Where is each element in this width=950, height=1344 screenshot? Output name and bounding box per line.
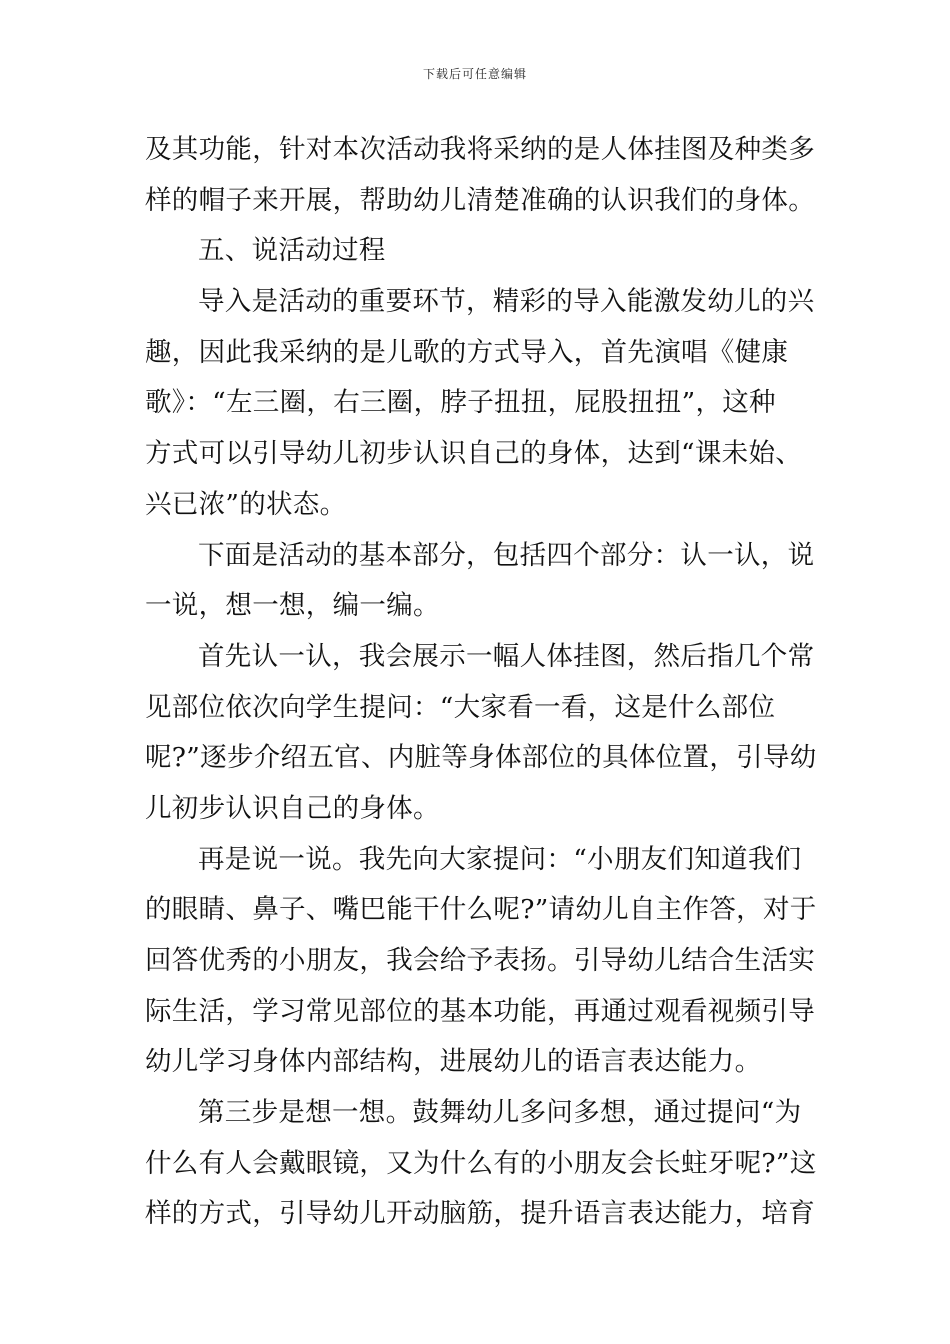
text-line: 幼儿学习身体内部结构，进展幼儿的语言表达能力。 [145, 1046, 762, 1078]
text-line: 再是说一说。我先向大家提问：“小朋友们知道我们 [198, 843, 802, 875]
paragraph-materials [145, 125, 815, 226]
section-heading: 五、说活动过程 [198, 235, 386, 267]
text-line: 回答优秀的小朋友，我会给予表扬。引导幼儿结合生活实 [145, 945, 815, 976]
text-line: 兴已浓”的状态。 [145, 488, 347, 520]
text-line: 的眼睛、鼻子、嘴巴能干什么呢?”请幼儿自主作答，对于 [145, 894, 817, 926]
text-line: 见部位依次向学生提问：“大家看一看，这是什么部位 [145, 691, 776, 723]
text-line: 儿初步认识自己的身体。 [145, 792, 440, 824]
paragraph-recognize [145, 632, 817, 835]
paragraph-introduction [145, 277, 815, 530]
text-line: 际生活，学习常见部位的基本功能，再通过观看视频引导 [145, 995, 815, 1027]
text-line: 首先认一认，我会展示一幅人体挂图，然后指几个常 [198, 640, 815, 672]
page-header: 下载后可任意编辑 [422, 67, 527, 81]
text-line: 及其功能，针对本次活动我将采纳的是人体挂图及种类多 [145, 134, 815, 165]
paragraph-basic-parts [145, 531, 815, 632]
text-line: 一说，想一想，编一编。 [145, 590, 440, 622]
text-line: 呢?”逐步介绍五官、内脏等身体部位的具体位置，引导幼 [145, 742, 817, 774]
paragraph-think [145, 1088, 817, 1240]
text-line: 什么有人会戴眼镜，又为什么有的小朋友会长蛀牙呢?”这 [145, 1147, 817, 1179]
paragraph-speak [145, 835, 817, 1088]
document-body [145, 125, 817, 1240]
text-line: 样的帽子来开展，帮助幼儿清楚准确的认识我们的身体。 [145, 184, 815, 216]
section-heading-activity-process [145, 226, 807, 277]
text-line: 方式可以引导幼儿初步认识自己的身体，达到“课未始、 [145, 438, 803, 470]
text-line: 导入是活动的重要环节，精彩的导入能激发幼儿的兴 [198, 286, 815, 318]
text-line: 第三步是想一想。鼓舞幼儿多问多想，通过提问“为 [198, 1097, 802, 1129]
text-line: 歌》：“左三圈，右三圈，脖子扭扭，屁股扭扭”，这种 [145, 387, 776, 419]
text-line: 样的方式，引导幼儿开动脑筋，提升语言表达能力，培育 [145, 1198, 815, 1230]
text-line: 趣，因此我采纳的是儿歌的方式导入，首先演唱《健康 [145, 336, 789, 368]
text-line: 下面是活动的基本部分，包括四个部分：认一认，说 [198, 539, 815, 571]
